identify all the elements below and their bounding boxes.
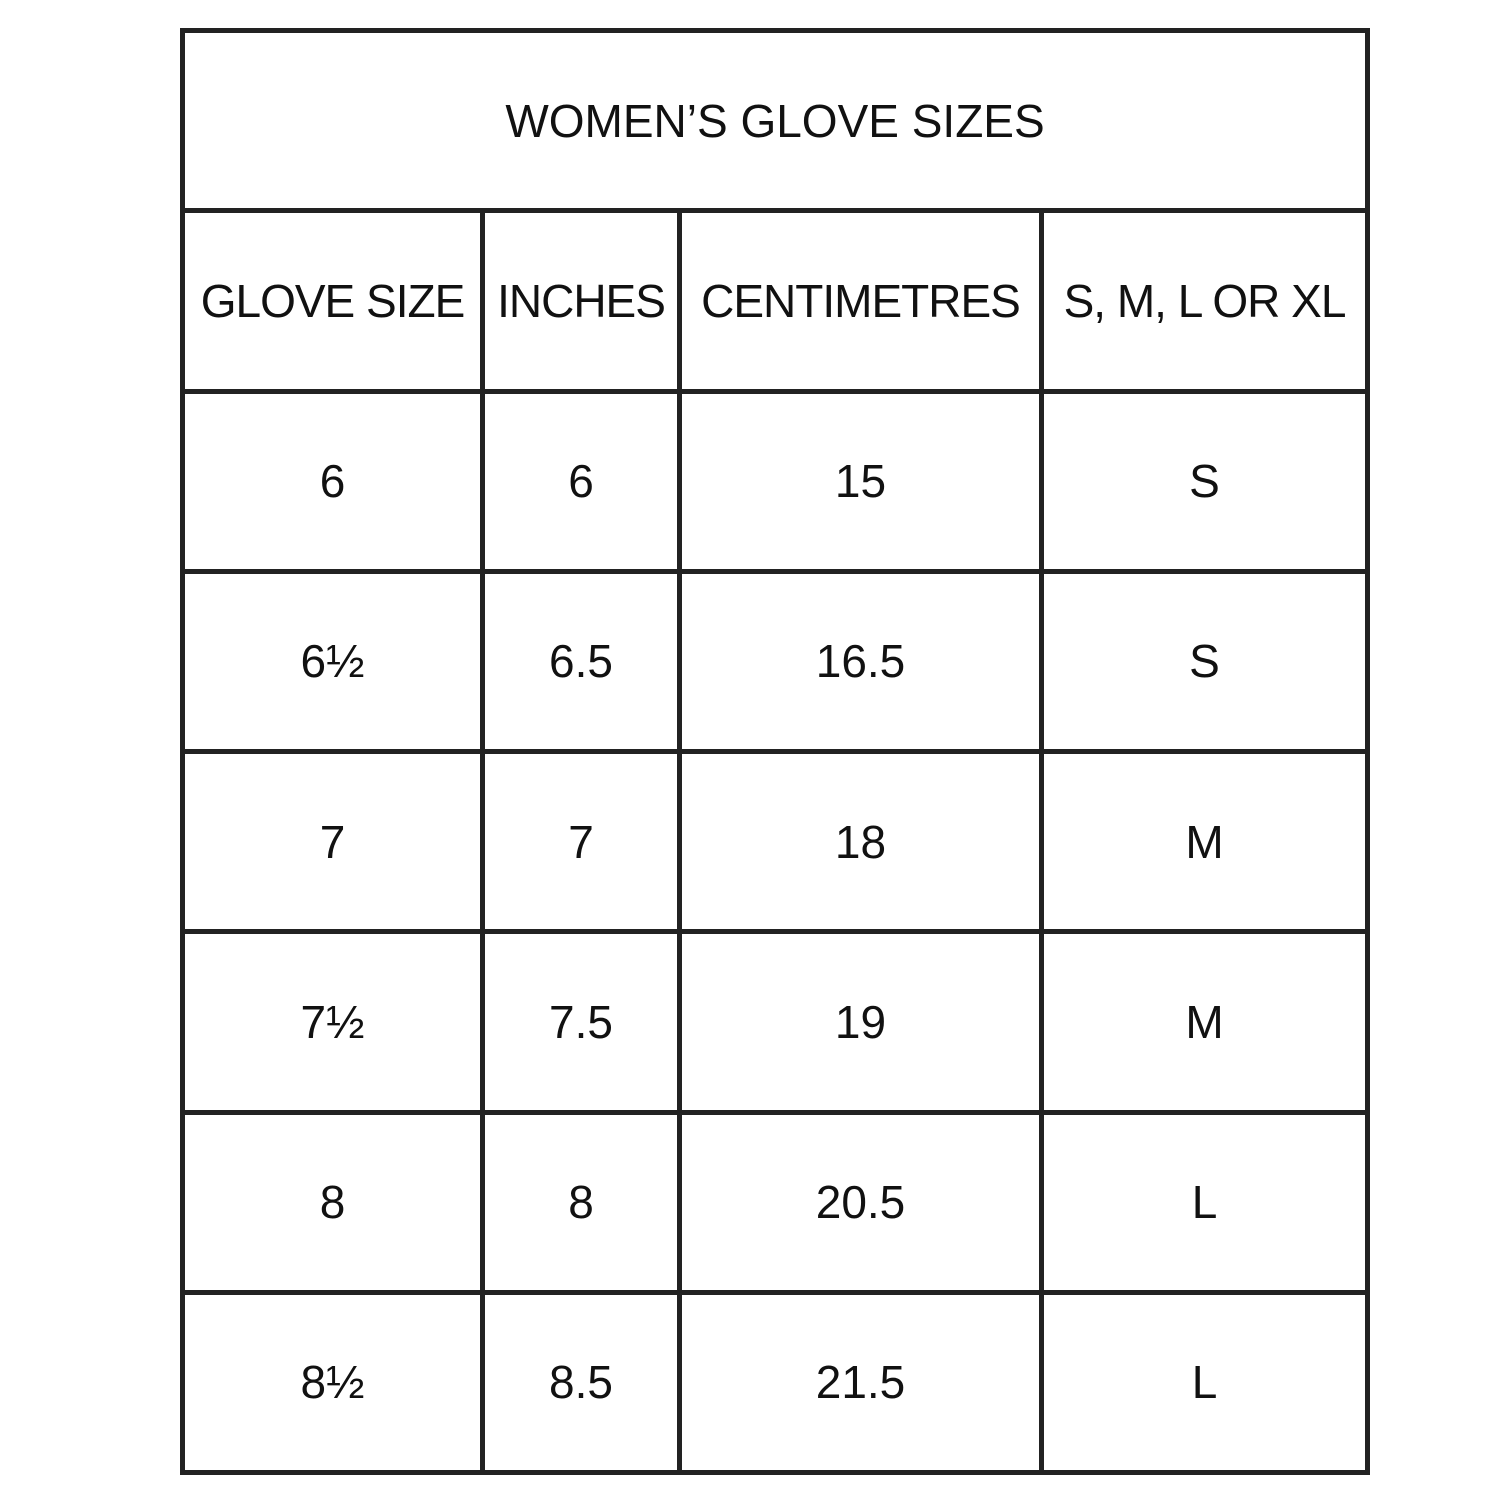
cell-centimetres: 15 [680, 391, 1042, 571]
cell-inches: 8.5 [483, 1292, 680, 1472]
cell-letter-size: S [1042, 571, 1368, 751]
table-title-row [183, 31, 1368, 211]
table-title: WOMEN’S GLOVE SIZES [183, 31, 1368, 211]
cell-centimetres: 16.5 [680, 571, 1042, 751]
cell-inches: 6.5 [483, 571, 680, 751]
header-inches: INCHES [483, 211, 680, 391]
header-centimetres: CENTIMETRES [680, 211, 1042, 391]
glove-size-table [180, 28, 1370, 1475]
cell-centimetres: 19 [680, 932, 1042, 1112]
cell-letter-size: M [1042, 932, 1368, 1112]
cell-letter-size: L [1042, 1112, 1368, 1292]
cell-glove-size: 6 [183, 391, 483, 571]
cell-centimetres: 18 [680, 752, 1042, 932]
table-row [183, 1112, 1368, 1292]
cell-centimetres: 20.5 [680, 1112, 1042, 1292]
table-row [183, 932, 1368, 1112]
cell-letter-size: L [1042, 1292, 1368, 1472]
cell-glove-size: 8½ [183, 1292, 483, 1472]
cell-glove-size: 8 [183, 1112, 483, 1292]
cell-inches: 6 [483, 391, 680, 571]
cell-glove-size: 6½ [183, 571, 483, 751]
header-letter-size: S, M, L OR XL [1042, 211, 1368, 391]
cell-letter-size: M [1042, 752, 1368, 932]
cell-glove-size: 7½ [183, 932, 483, 1112]
table-row [183, 752, 1368, 932]
table-row [183, 1292, 1368, 1472]
cell-inches: 7.5 [483, 932, 680, 1112]
table-header-row [183, 211, 1368, 391]
cell-glove-size: 7 [183, 752, 483, 932]
table-row [183, 571, 1368, 751]
cell-inches: 8 [483, 1112, 680, 1292]
table-row [183, 391, 1368, 571]
header-glove-size: GLOVE SIZE [183, 211, 483, 391]
cell-inches: 7 [483, 752, 680, 932]
cell-centimetres: 21.5 [680, 1292, 1042, 1472]
cell-letter-size: S [1042, 391, 1368, 571]
